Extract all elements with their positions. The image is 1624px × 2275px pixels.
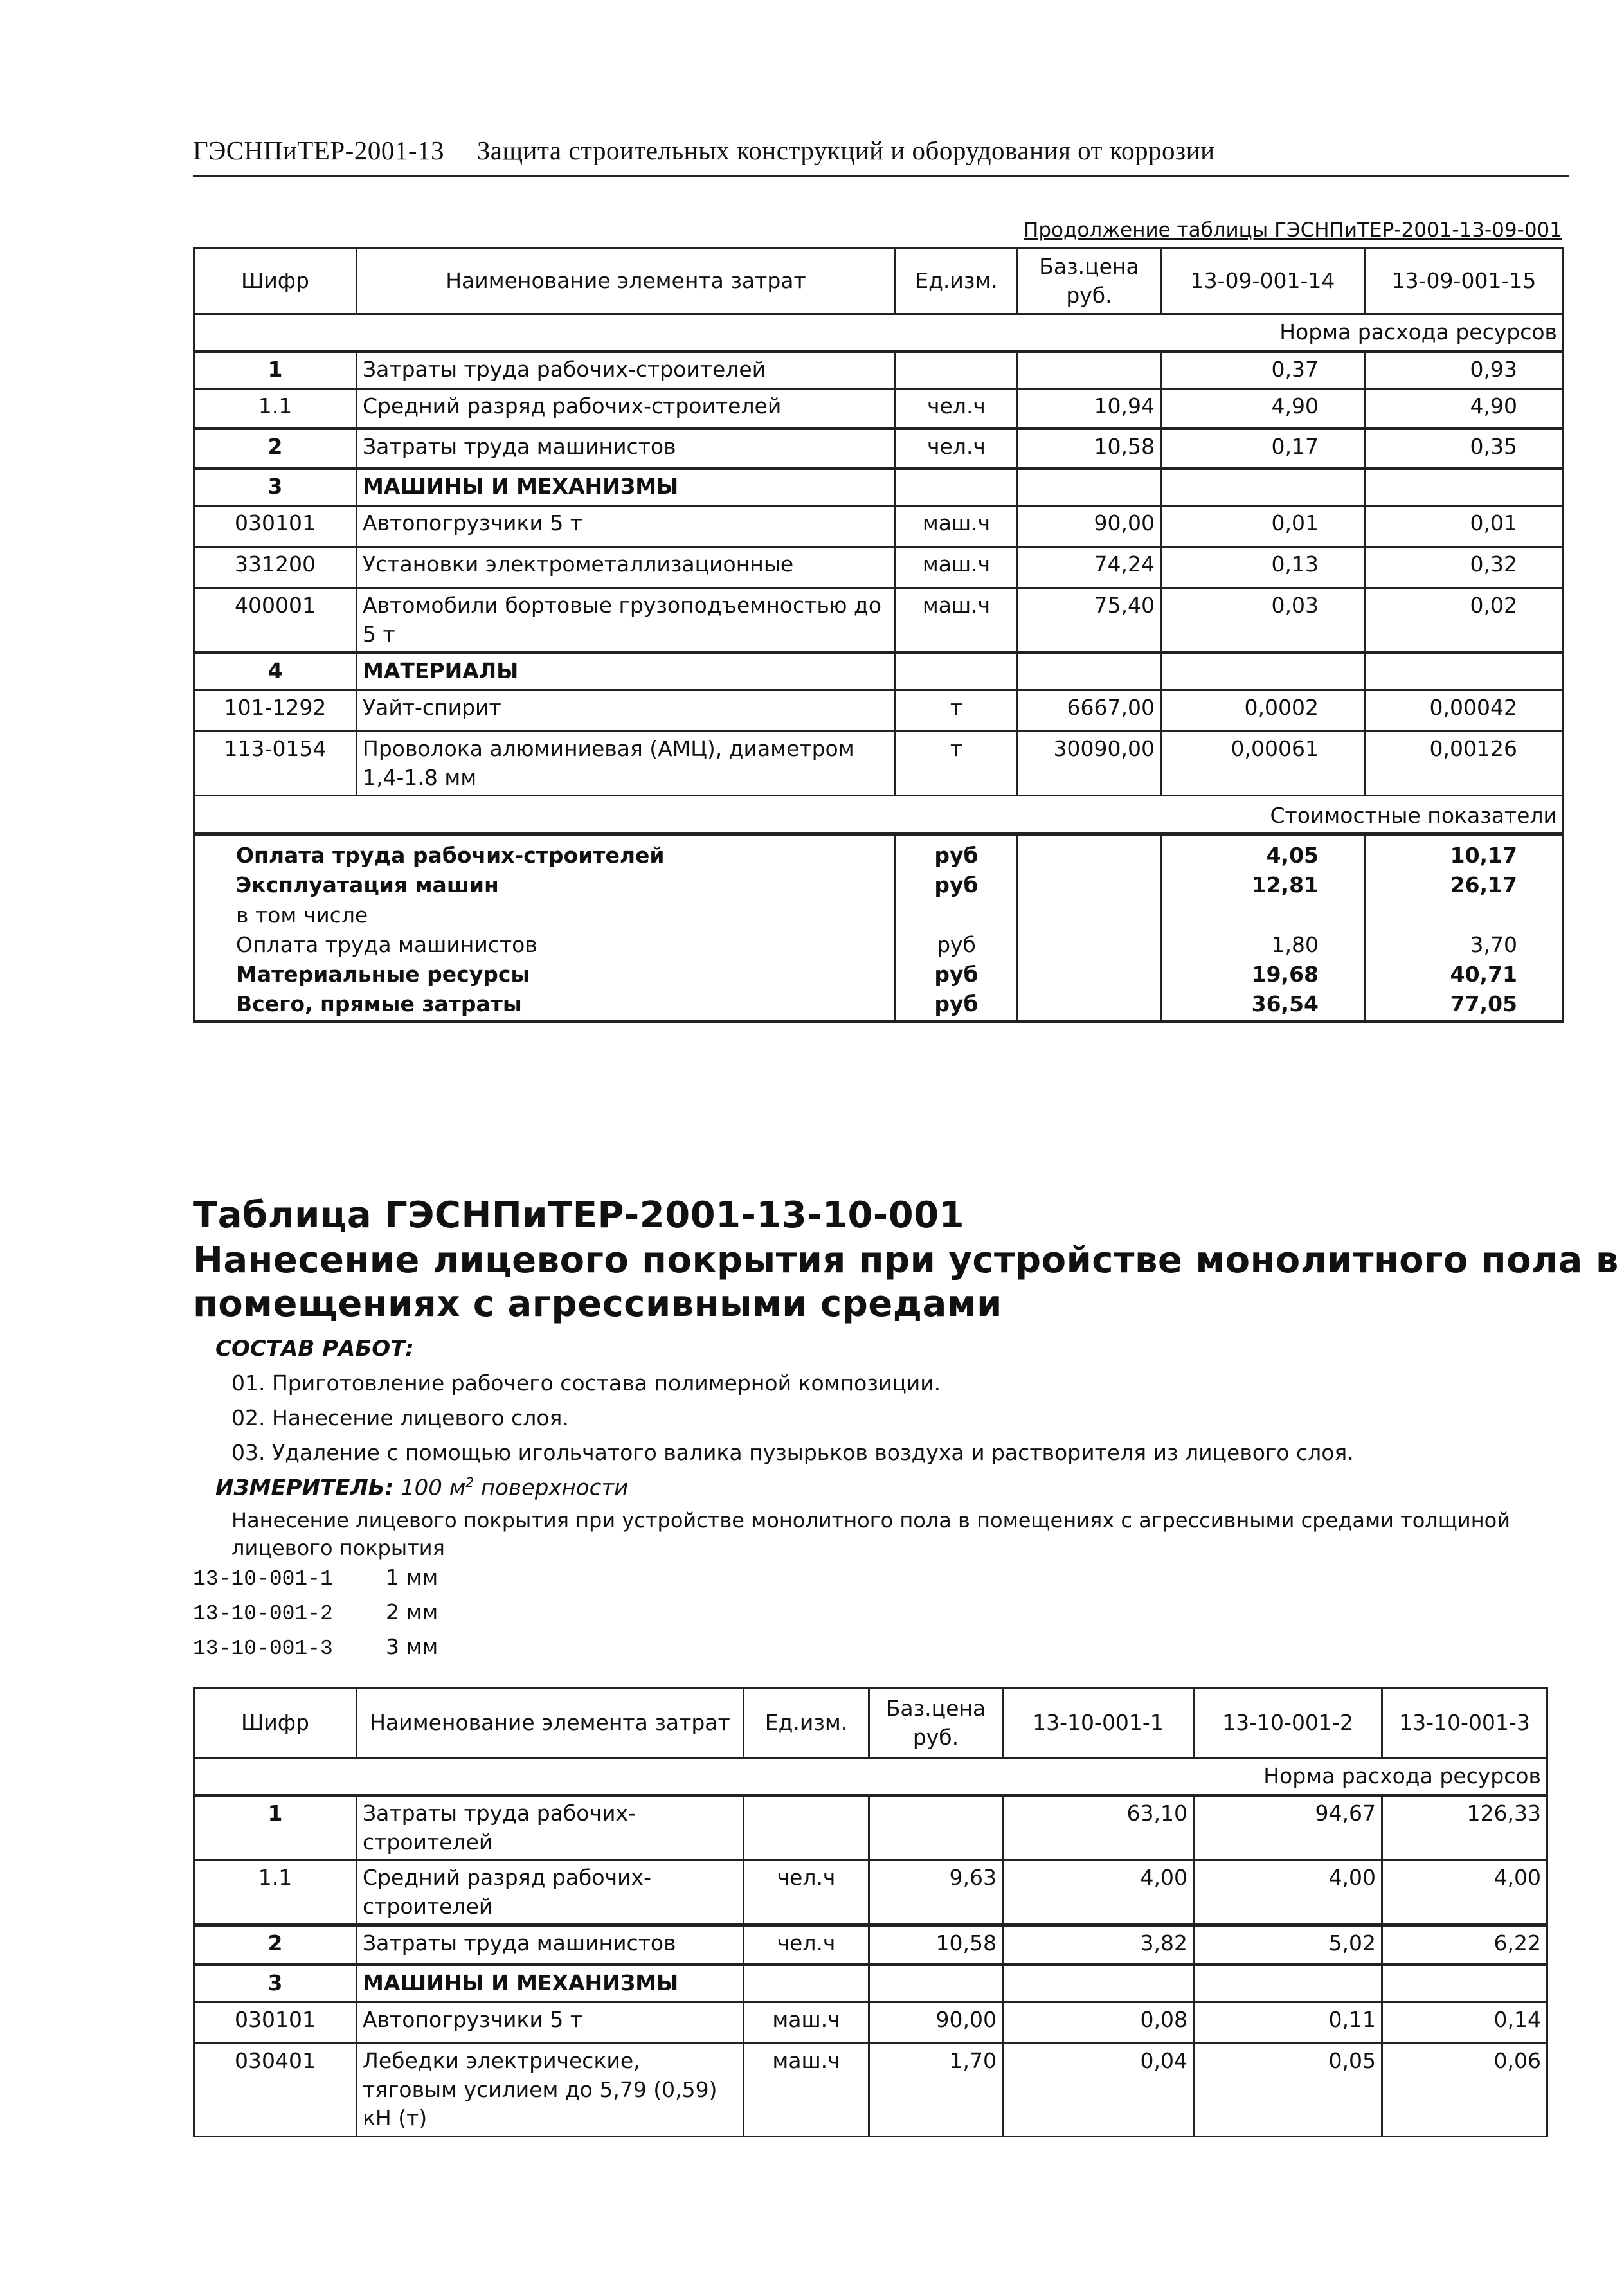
- col-header-variant-3: 13-10-001-3: [1382, 1689, 1547, 1758]
- row-price: 90,00: [1018, 506, 1161, 547]
- row-value-2: 4,90: [1365, 389, 1564, 429]
- row-value-3: [1382, 1965, 1547, 2002]
- row-name: Средний разряд рабочих-строителей: [357, 389, 896, 429]
- row-unit: чел.ч: [744, 1860, 869, 1925]
- table-row: [194, 1860, 1547, 1925]
- cost-band-row: [194, 796, 1564, 834]
- summary-label: Оплата труда рабочих-строителей: [194, 834, 896, 871]
- row-name: Затраты труда рабочих-строителей: [357, 1795, 744, 1860]
- row-value-1: 3,82: [1003, 1925, 1194, 1965]
- row-value-2: [1365, 653, 1564, 690]
- row-price: 75,40: [1018, 588, 1161, 653]
- norm-band-label: Норма расхода ресурсов: [194, 1758, 1547, 1795]
- row-unit: маш.ч: [896, 506, 1018, 547]
- table-row: [194, 352, 1564, 389]
- table-row: [194, 690, 1564, 732]
- row-unit: чел.ч: [896, 429, 1018, 469]
- row-name: Лебедки электрические, тяговым усилием до 5,79 (0,59) кН (т): [357, 2044, 744, 2137]
- summary-value-2: [1365, 901, 1564, 930]
- col-header-variant-2: 13-09-001-15: [1365, 249, 1564, 314]
- row-name: Установки электрометаллизационные: [357, 547, 896, 588]
- row-name: Уайт-спирит: [357, 690, 896, 732]
- row-unit: [896, 469, 1018, 506]
- table-row: [194, 732, 1564, 796]
- row-value-2: 94,67: [1194, 1795, 1382, 1860]
- work-step: 02. Нанесение лицевого слоя.: [231, 1405, 569, 1430]
- measurer-sup: 2: [465, 1475, 474, 1490]
- summary-value-2: 3,70: [1365, 930, 1564, 960]
- table-continuation-note: Продолжение таблицы ГЭСНПиТЕР-2001-13-09-001: [1024, 219, 1562, 242]
- row-value-1: 4,00: [1003, 1860, 1194, 1925]
- row-value-3: 126,33: [1382, 1795, 1547, 1860]
- summary-price-empty: [1018, 834, 1161, 871]
- row-unit: чел.ч: [896, 389, 1018, 429]
- variant-value: 3 мм: [386, 1634, 438, 1659]
- summary-unit: руб: [896, 870, 1018, 900]
- summary-label: Эксплуатация машин: [194, 870, 896, 900]
- row-name: МАТЕРИАЛЫ: [357, 653, 896, 690]
- cost-band-label: Стоимостные показатели: [194, 796, 1564, 834]
- row-value-1: 0,03: [1161, 588, 1365, 653]
- section-heading-line-1: Нанесение лицевого покрытия при устройстве монолитного пола в: [193, 1239, 1619, 1281]
- row-value-2: 0,11: [1194, 2002, 1382, 2044]
- variant-code: 13-10-001-3: [193, 1637, 333, 1660]
- work-composition-label: СОСТАВ РАБОТ:: [215, 1336, 414, 1362]
- row-price: [869, 1795, 1003, 1860]
- table-row: [194, 653, 1564, 690]
- row-value-1: 4,90: [1161, 389, 1365, 429]
- table-row: [194, 588, 1564, 653]
- row-value-3: 4,00: [1382, 1860, 1547, 1925]
- measurer-label: ИЗМЕРИТЕЛЬ:: [215, 1475, 394, 1501]
- row-name: Автомобили бортовые грузоподъемностью до 5 т: [357, 588, 896, 653]
- row-value-2: 0,05: [1194, 2044, 1382, 2137]
- table-row: [194, 547, 1564, 588]
- row-value-2: 0,35: [1365, 429, 1564, 469]
- variant-code: 13-10-001-2: [193, 1602, 333, 1626]
- table-row: [194, 469, 1564, 506]
- row-price: [1018, 653, 1161, 690]
- variant-value: 2 мм: [386, 1599, 438, 1624]
- col-header-name: Наименование элемента затрат: [357, 1689, 744, 1758]
- table-header-row: [194, 1689, 1547, 1758]
- norm-band-label: Норма расхода ресурсов: [194, 314, 1564, 352]
- row-name: Автопогрузчики 5 т: [357, 2002, 744, 2044]
- col-header-variant-1: 13-10-001-1: [1003, 1689, 1194, 1758]
- row-value-2: 0,32: [1365, 547, 1564, 588]
- variant-value: 1 мм: [386, 1565, 438, 1590]
- summary-value-2: 26,17: [1365, 870, 1564, 900]
- table-row: [194, 1925, 1547, 1965]
- summary-row: [194, 930, 1564, 960]
- table-header-row: [194, 249, 1564, 314]
- summary-row: [194, 901, 1564, 930]
- row-code: 4: [194, 653, 357, 690]
- col-header-price: Баз.цена руб.: [869, 1689, 1003, 1758]
- row-unit: [896, 653, 1018, 690]
- row-price: 10,94: [1018, 389, 1161, 429]
- table-row: [194, 506, 1564, 547]
- summary-label: в том числе: [194, 901, 896, 930]
- col-header-code: Шифр: [194, 249, 357, 314]
- summary-price-empty: [1018, 989, 1161, 1021]
- norm-band-row: [194, 1758, 1547, 1795]
- row-value-3: 0,06: [1382, 2044, 1547, 2137]
- row-code: 2: [194, 429, 357, 469]
- row-code: 331200: [194, 547, 357, 588]
- table-row: [194, 2002, 1547, 2044]
- summary-value-2: 40,71: [1365, 960, 1564, 989]
- row-value-1: [1161, 653, 1365, 690]
- summary-value-1: 1,80: [1161, 930, 1365, 960]
- row-price: 10,58: [869, 1925, 1003, 1965]
- summary-label: Оплата труда машинистов: [194, 930, 896, 960]
- row-value-1: 0,17: [1161, 429, 1365, 469]
- header-code: ГЭСНПиТЕР-2001-13: [193, 136, 444, 165]
- row-value-2: [1365, 469, 1564, 506]
- variant-line: [193, 1565, 438, 1591]
- row-code: 1.1: [194, 1860, 357, 1925]
- norm-band-row: [194, 314, 1564, 352]
- summary-unit: [896, 901, 1018, 930]
- row-unit: [744, 1965, 869, 2002]
- row-name: Средний разряд рабочих-строителей: [357, 1860, 744, 1925]
- row-name: Затраты труда машинистов: [357, 1925, 744, 1965]
- summary-row: [194, 870, 1564, 900]
- row-code: 030101: [194, 506, 357, 547]
- row-value-2: 0,02: [1365, 588, 1564, 653]
- row-price: 74,24: [1018, 547, 1161, 588]
- work-step: 03. Удаление с помощью игольчатого валика пузырьков воздуха и растворителя из лицевого слоя.: [231, 1440, 1354, 1465]
- col-header-unit: Ед.изм.: [744, 1689, 869, 1758]
- summary-value-1: [1161, 901, 1365, 930]
- row-unit: маш.ч: [896, 588, 1018, 653]
- measurer-line: [215, 1475, 628, 1500]
- row-code: 1: [194, 1795, 357, 1860]
- row-unit: [896, 352, 1018, 389]
- col-header-price: Баз.цена руб.: [1018, 249, 1161, 314]
- row-unit: чел.ч: [744, 1925, 869, 1965]
- row-code: 030101: [194, 2002, 357, 2044]
- row-value-2: 0,00042: [1365, 690, 1564, 732]
- table-row: [194, 389, 1564, 429]
- resource-table-13-10-001: [193, 1687, 1548, 2137]
- section-heading-line-2: помещениях с агрессивными средами: [193, 1283, 1002, 1325]
- summary-label: Всего, прямые затраты: [194, 989, 896, 1021]
- row-price: [1018, 469, 1161, 506]
- running-header: [193, 135, 1569, 177]
- row-code: 101-1292: [194, 690, 357, 732]
- col-header-code: Шифр: [194, 1689, 357, 1758]
- row-unit: [744, 1795, 869, 1860]
- measurer-tail: поверхности: [480, 1475, 629, 1501]
- col-header-name: Наименование элемента затрат: [357, 249, 896, 314]
- row-value-1: 0,00061: [1161, 732, 1365, 796]
- row-code: 400001: [194, 588, 357, 653]
- col-header-variant-2: 13-10-001-2: [1194, 1689, 1382, 1758]
- row-price: [869, 1965, 1003, 2002]
- variant-line: [193, 1599, 438, 1626]
- table-row: [194, 2044, 1547, 2137]
- row-price: 1,70: [869, 2044, 1003, 2137]
- summary-row: [194, 834, 1564, 871]
- row-price: 30090,00: [1018, 732, 1161, 796]
- row-value-2: 0,00126: [1365, 732, 1564, 796]
- measurer-value: 100 м: [401, 1475, 466, 1501]
- row-unit: т: [896, 690, 1018, 732]
- table-description: Нанесение лицевого покрытия при устройстве монолитного пола в помещениях с агрессивными средами толщиной лицевого покрытия: [231, 1508, 1510, 1560]
- row-name: Затраты труда рабочих-строителей: [357, 352, 896, 389]
- row-value-2: 5,02: [1194, 1925, 1382, 1965]
- summary-label: Материальные ресурсы: [194, 960, 896, 989]
- row-price: [1018, 352, 1161, 389]
- variant-line: [193, 1634, 438, 1660]
- summary-value-2: 10,17: [1365, 834, 1564, 871]
- summary-price-empty: [1018, 930, 1161, 960]
- row-value-1: [1003, 1965, 1194, 2002]
- row-name: Автопогрузчики 5 т: [357, 506, 896, 547]
- row-unit: маш.ч: [744, 2002, 869, 2044]
- row-value-2: 0,93: [1365, 352, 1564, 389]
- row-code: 030401: [194, 2044, 357, 2137]
- row-code: 3: [194, 469, 357, 506]
- table-row: [194, 429, 1564, 469]
- row-unit: маш.ч: [896, 547, 1018, 588]
- table-row: [194, 1795, 1547, 1860]
- row-price: 9,63: [869, 1860, 1003, 1925]
- summary-value-2: 77,05: [1365, 989, 1564, 1021]
- summary-row: [194, 960, 1564, 989]
- row-name: МАШИНЫ И МЕХАНИЗМЫ: [357, 1965, 744, 2002]
- row-value-1: 0,01: [1161, 506, 1365, 547]
- row-name: Проволока алюминиевая (АМЦ), диаметром 1,4-1.8 мм: [357, 732, 896, 796]
- summary-value-1: 4,05: [1161, 834, 1365, 871]
- summary-value-1: 36,54: [1161, 989, 1365, 1021]
- row-code: 1.1: [194, 389, 357, 429]
- summary-value-1: 19,68: [1161, 960, 1365, 989]
- summary-price-empty: [1018, 901, 1161, 930]
- col-header-variant-1: 13-09-001-14: [1161, 249, 1365, 314]
- row-code: 3: [194, 1965, 357, 2002]
- row-code: 2: [194, 1925, 357, 1965]
- summary-price-empty: [1018, 960, 1161, 989]
- row-value-1: 0,13: [1161, 547, 1365, 588]
- table-row: [194, 1965, 1547, 2002]
- summary-unit: руб: [896, 930, 1018, 960]
- row-value-2: [1194, 1965, 1382, 2002]
- row-value-1: 0,04: [1003, 2044, 1194, 2137]
- row-unit: т: [896, 732, 1018, 796]
- row-unit: маш.ч: [744, 2044, 869, 2137]
- row-value-2: 4,00: [1194, 1860, 1382, 1925]
- col-header-unit: Ед.изм.: [896, 249, 1018, 314]
- work-step: 01. Приготовление рабочего состава полимерной композиции.: [231, 1371, 941, 1396]
- row-value-1: 0,37: [1161, 352, 1365, 389]
- summary-unit: руб: [896, 960, 1018, 989]
- summary-row: [194, 989, 1564, 1021]
- row-value-2: 0,01: [1365, 506, 1564, 547]
- row-value-1: 0,08: [1003, 2002, 1194, 2044]
- row-name: Затраты труда машинистов: [357, 429, 896, 469]
- variant-code: 13-10-001-1: [193, 1567, 333, 1591]
- row-price: 90,00: [869, 2002, 1003, 2044]
- row-price: 10,58: [1018, 429, 1161, 469]
- summary-price-empty: [1018, 870, 1161, 900]
- row-value-1: 0,0002: [1161, 690, 1365, 732]
- row-code: 113-0154: [194, 732, 357, 796]
- row-code: 1: [194, 352, 357, 389]
- row-name: МАШИНЫ И МЕХАНИЗМЫ: [357, 469, 896, 506]
- table-title: Таблица ГЭСНПиТЕР-2001-13-10-001: [193, 1194, 965, 1236]
- summary-value-1: 12,81: [1161, 870, 1365, 900]
- summary-unit: руб: [896, 989, 1018, 1021]
- row-value-1: [1161, 469, 1365, 506]
- row-price: 6667,00: [1018, 690, 1161, 732]
- row-value-3: 0,14: [1382, 2002, 1547, 2044]
- row-value-1: 63,10: [1003, 1795, 1194, 1860]
- resource-table-13-09-001: [193, 247, 1564, 1023]
- summary-unit: руб: [896, 834, 1018, 871]
- header-title: Защита строительных конструкций и оборудования от коррозии: [476, 136, 1215, 165]
- row-value-3: 6,22: [1382, 1925, 1547, 1965]
